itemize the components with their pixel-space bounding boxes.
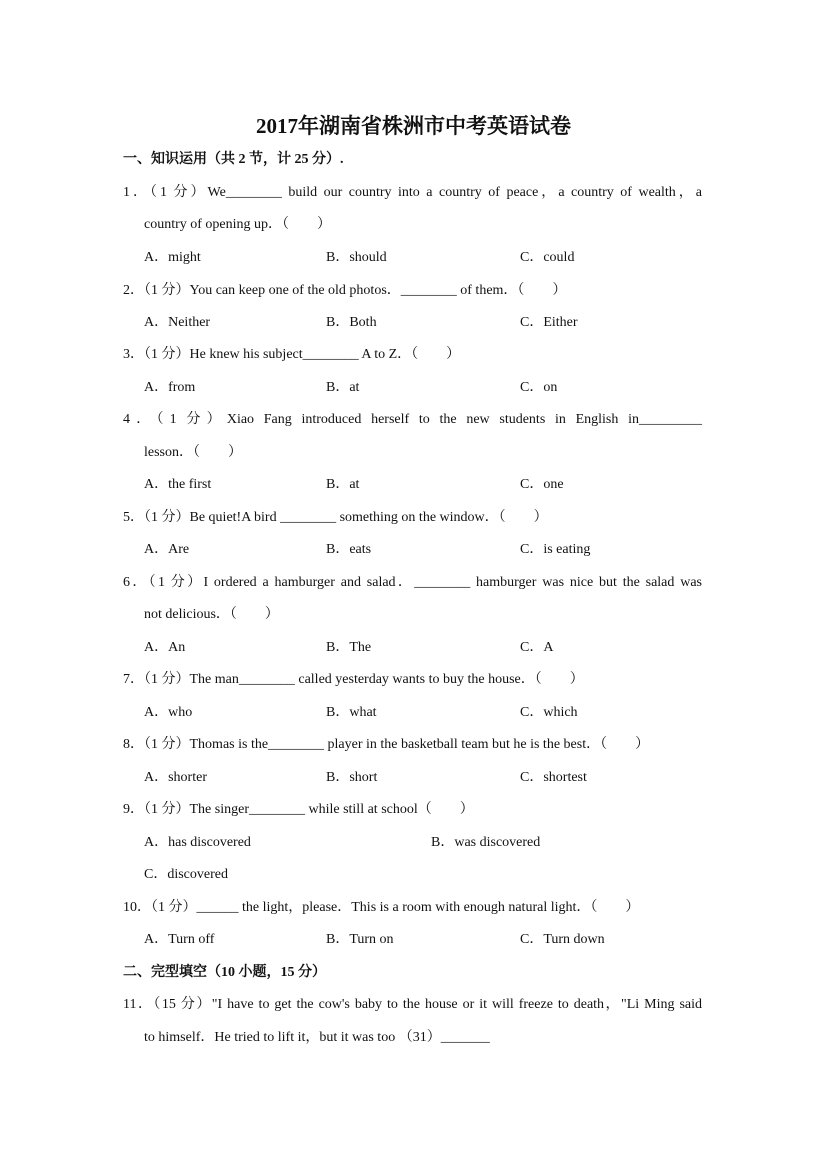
option-b: B．short xyxy=(326,770,378,785)
question-text: 7．（1 分）The man________ called yesterday wants to buy the house．（ ） xyxy=(123,672,584,687)
section-heading-1: 一、知识运用（共 2 节，计 25 分）. xyxy=(123,152,344,167)
question-text: 4．（1 分）Xiao Fang introduced herself to the new students in English in_________ xyxy=(123,412,702,427)
option-a: A．Are xyxy=(144,542,190,557)
option-c: C．shortest xyxy=(520,770,587,785)
option-c: C．Either xyxy=(520,315,578,330)
option-c: C．which xyxy=(520,705,578,720)
option-a: A．An xyxy=(144,640,186,655)
option-c: C．discovered xyxy=(144,867,228,882)
option-b: B．what xyxy=(326,705,377,720)
option-c: C．Turn down xyxy=(520,932,605,947)
question-text: 2．（1 分）You can keep one of the old photos．________ of them．（ ） xyxy=(123,283,567,298)
option-b: B．at xyxy=(326,380,360,395)
option-b: B．Turn on xyxy=(326,932,394,947)
option-b: B．should xyxy=(326,250,387,265)
option-a: A．who xyxy=(144,705,193,720)
question-text: 11．（15 分）"I have to get the cow's baby to the house or it will freeze to death，"Li Ming said xyxy=(123,997,702,1012)
option-a: A．Turn off xyxy=(144,932,215,947)
section-heading-2: 二、完型填空（10 小题，15 分） xyxy=(123,965,326,980)
option-b: B．at xyxy=(326,477,360,492)
option-a: A．shorter xyxy=(144,770,207,785)
question-text: 3．（1 分）He knew his subject________ A to Z．（ ） xyxy=(123,347,461,362)
question-text: 8．（1 分）Thomas is the________ player in the basketball team but he is the best．（ ） xyxy=(123,737,650,752)
option-b: B．was discovered xyxy=(431,835,541,850)
page-title: 2017年湖南省株洲市中考英语试卷 xyxy=(256,114,571,138)
option-a: A．might xyxy=(144,250,201,265)
question-text: 1．（1 分）We________ build our country into a country of peace，a country of wealth，a xyxy=(123,185,702,200)
option-b: B．eats xyxy=(326,542,372,557)
option-a: A．from xyxy=(144,380,196,395)
question-text: 10．（1 分）______ the light，please．This is a room with enough natural light．（ ） xyxy=(123,900,640,915)
question-text: 6．（1 分）I ordered a hamburger and salad．________ hamburger was nice but the salad was xyxy=(123,575,702,590)
question-text-continued: country of opening up．（ ） xyxy=(144,217,332,232)
question-text-continued: to himself．He tried to lift it，but it was too （31）_______ xyxy=(144,1030,490,1045)
question-text: 9．（1 分）The singer________ while still at school（ ） xyxy=(123,802,474,817)
question-text-continued: lesson．（ ） xyxy=(144,445,242,460)
question-text-continued: not delicious．（ ） xyxy=(144,607,279,622)
option-a: A．has discovered xyxy=(144,835,251,850)
option-a: A．Neither xyxy=(144,315,211,330)
option-a: A．the first xyxy=(144,477,212,492)
option-c: C．is eating xyxy=(520,542,591,557)
option-b: B．The xyxy=(326,640,372,655)
option-b: B．Both xyxy=(326,315,377,330)
option-c: C．one xyxy=(520,477,564,492)
option-c: C．A xyxy=(520,640,554,655)
option-c: C．could xyxy=(520,250,575,265)
question-text: 5．（1 分）Be quiet!A bird ________ something on the window．（ ） xyxy=(123,510,548,525)
option-c: C．on xyxy=(520,380,558,395)
